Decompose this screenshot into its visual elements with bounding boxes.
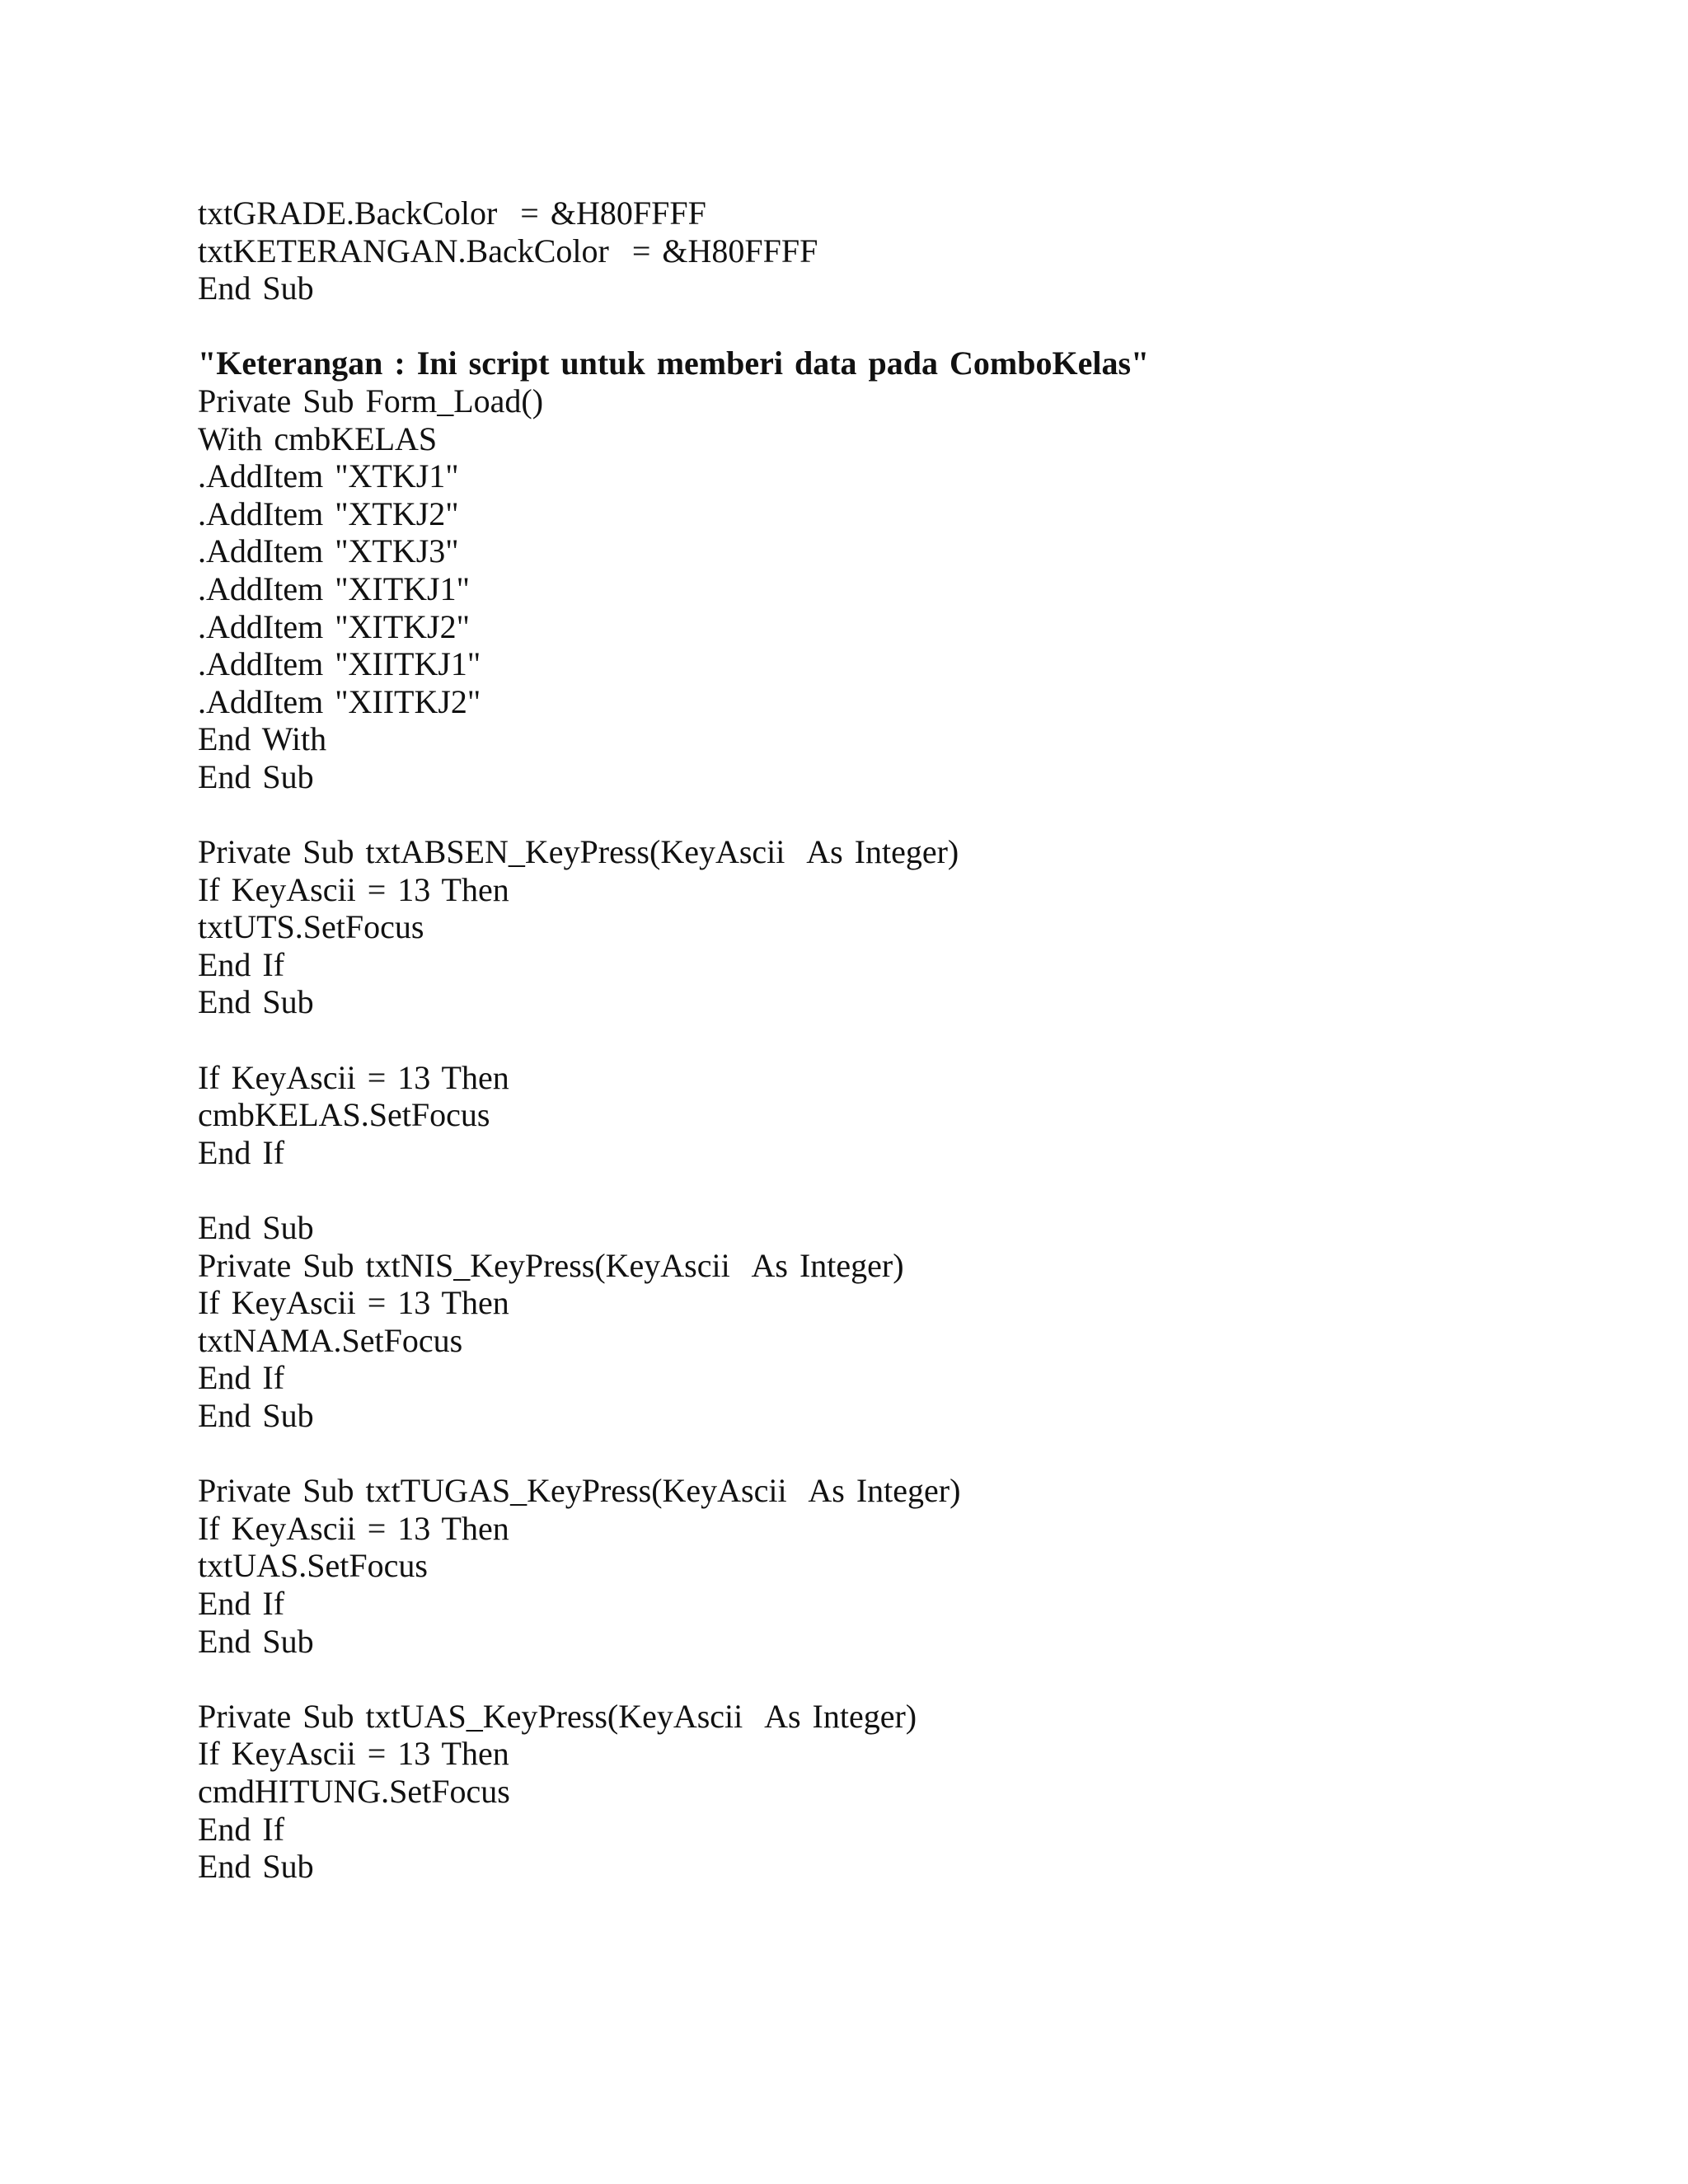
code-line: txtUTS.SetFocus [198,908,424,946]
blank-line [198,796,1599,834]
blank-line [198,1660,1599,1698]
blank-line [198,1435,1599,1473]
code-line: .AddItem "XITKJ2" [198,607,470,645]
code-line: If KeyAscii = 13 Then [198,1058,509,1096]
code-line: End Sub [198,1622,314,1660]
code-line: If KeyAscii = 13 Then [198,1509,509,1547]
code-line: End If [198,1133,285,1171]
code-line: Private Sub txtABSEN_KeyPress(KeyAscii As Integer) [198,833,959,871]
code-line: .AddItem "XIITKJ1" [198,645,481,683]
code-line: cmdHITUNG.SetFocus [198,1772,510,1810]
code-line: End If [198,945,285,983]
code-line: If KeyAscii = 13 Then [198,1735,509,1773]
code-line: End If [198,1810,285,1848]
code-line: .AddItem "XITKJ1" [198,569,470,607]
code-line: Private Sub txtUAS_KeyPress(KeyAscii As Integer) [198,1697,917,1735]
code-line: .AddItem "XTKJ2" [198,494,459,532]
code-line: End Sub [198,1209,314,1247]
code-line: If KeyAscii = 13 Then [198,870,509,908]
code-line: txtUAS.SetFocus [198,1547,428,1585]
code-line: txtKETERANGAN.BackColor = &H80FFFF [198,232,818,269]
code-line: End Sub [198,983,314,1021]
code-line: If KeyAscii = 13 Then [198,1284,509,1322]
code-line: End If [198,1584,285,1622]
code-line: .AddItem "XTKJ3" [198,532,459,570]
code-line: cmbKELAS.SetFocus [198,1096,490,1134]
code-line: End Sub [198,1848,314,1886]
code-line: txtGRADE.BackColor = &H80FFFF [198,194,706,232]
code-line: txtNAMA.SetFocus [198,1321,463,1359]
code-line: End If [198,1359,285,1397]
code-line: End Sub [198,269,314,307]
code-line: .AddItem "XTKJ1" [198,457,459,495]
comment-line: "Keterangan : Ini script untuk memberi data pada ComboKelas" [198,344,1150,382]
code-line: .AddItem "XIITKJ2" [198,682,481,720]
code-line: End Sub [198,1397,314,1434]
code-listing [198,194,1599,1886]
blank-line [198,1021,1599,1059]
code-line: End With [198,720,327,758]
blank-line [198,1171,1599,1209]
code-line: With cmbKELAS [198,419,438,457]
code-line: End Sub [198,757,314,795]
code-line: Private Sub txtNIS_KeyPress(KeyAscii As Integer) [198,1246,904,1284]
code-line: Private Sub Form_Load() [198,382,544,419]
code-line: Private Sub txtTUGAS_KeyPress(KeyAscii As Integer) [198,1472,961,1510]
blank-line [198,307,1599,345]
